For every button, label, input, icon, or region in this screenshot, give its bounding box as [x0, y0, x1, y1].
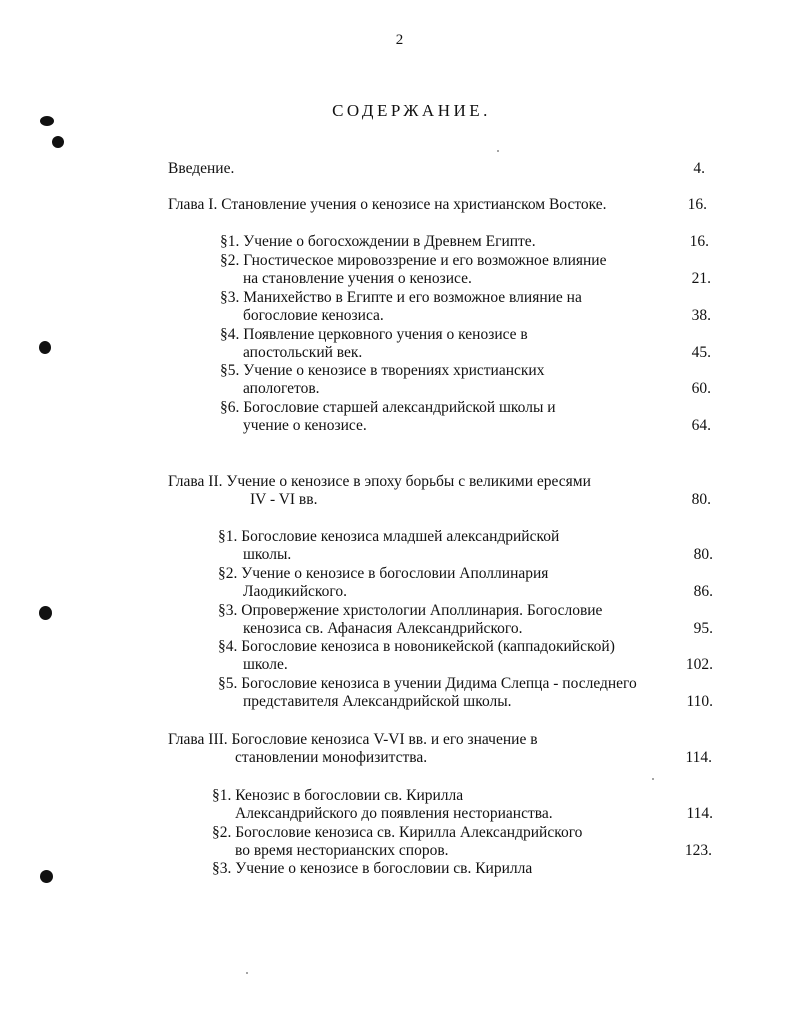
scan-speck — [246, 972, 248, 974]
toc-ch2-s5-cont: представителя Александрийской школы. — [243, 693, 512, 710]
toc-ch2-page: 80. — [691, 491, 711, 508]
page-title: СОДЕРЖАНИЕ. — [332, 101, 491, 120]
scan-speck — [497, 150, 499, 152]
toc-ch1-s2-cont: на становление учения о кенозисе. — [243, 270, 472, 287]
toc-ch1-title: Глава I. Становление учения о кенозисе на христианском Востоке. — [168, 196, 607, 213]
binder-hole-mark — [39, 606, 52, 620]
toc-ch2-s4-page: 102. — [685, 656, 713, 673]
toc-ch1-s1-page: 16. — [689, 233, 709, 250]
toc-ch1-s5-cont: апологетов. — [243, 380, 320, 397]
toc-ch1-s1: §1. Учение о богосхождении в Древнем Египте. — [220, 233, 536, 250]
toc-ch2-title-cont: IV - VI вв. — [250, 491, 318, 508]
toc-ch3-s2: §2. Богословие кенозиса св. Кирилла Александрийского — [212, 824, 583, 841]
toc-ch2-s2: §2. Учение о кенозисе в богословии Аполлинария — [218, 565, 549, 582]
toc-ch1-s5: §5. Учение о кенозисе в творениях христианских — [220, 362, 545, 379]
toc-ch1-s6-page: 64. — [691, 417, 711, 434]
toc-ch1-s4: §4. Появление церковного учения о кенозисе в — [220, 326, 528, 343]
scan-speck — [652, 778, 654, 780]
toc-ch1-s6: §6. Богословие старшей александрийской школы и — [220, 399, 556, 416]
toc-ch1-s3: §3. Манихейство в Египте и его возможное влияние на — [220, 289, 582, 306]
toc-ch1-page: 16. — [687, 196, 707, 213]
toc-ch1-s4-cont: апостольский век. — [243, 344, 363, 361]
toc-ch2-s1: §1. Богословие кенозиса младшей александрийской — [218, 528, 560, 545]
toc-ch2-s3-cont: кенозиса св. Афанасия Александрийского. — [243, 620, 523, 637]
toc-ch2-s3: §3. Опровержение христологии Аполлинария. Богословие — [218, 602, 603, 619]
toc-ch2-s5: §5. Богословие кенозиса в учении Дидима Слепца - последнего — [218, 675, 637, 692]
toc-intro-page: 4. — [693, 160, 705, 177]
toc-ch3-s3: §3. Учение о кенозисе в богословии св. Кирилла — [212, 860, 533, 877]
toc-ch1-s5-page: 60. — [691, 380, 711, 397]
binder-hole-mark — [40, 870, 53, 883]
toc-ch1-s4-page: 45. — [691, 344, 711, 361]
toc-ch3-s1-page: 114. — [686, 805, 713, 822]
toc-ch3-page: 114. — [685, 749, 712, 766]
toc-ch2-s4-cont: школе. — [243, 656, 288, 673]
toc-ch3-title-cont: становлении монофизитства. — [235, 749, 428, 766]
toc-ch1-s2: §2. Гностическое мировоззрение и его возможное влияние — [220, 252, 607, 269]
toc-ch1-s3-cont: богословие кенозиса. — [243, 307, 384, 324]
toc-ch2-s5-page: 110. — [686, 693, 713, 710]
toc-ch2-s1-cont: школы. — [243, 546, 292, 563]
toc-ch2-s4: §4. Богословие кенозиса в новоникейской (каппадокийской) — [218, 638, 615, 655]
toc-ch2-title: Глава II. Учение о кенозисе в эпоху борьбы с великими ересями — [168, 473, 591, 490]
binder-hole-mark — [39, 341, 51, 354]
toc-ch3-title: Глава III. Богословие кенозиса V-VI вв. и его значение в — [168, 731, 538, 748]
toc-ch3-s1: §1. Кенозис в богословии св. Кирилла — [212, 787, 464, 804]
page-number: 2 — [395, 32, 404, 48]
toc-ch3-s2-cont: во время несторианских споров. — [235, 842, 449, 859]
toc-ch2-s2-cont: Лаодикийского. — [243, 583, 347, 600]
toc-ch3-s2-page: 123. — [684, 842, 712, 859]
binder-hole-mark — [40, 116, 54, 126]
toc-ch2-s1-page: 80. — [693, 546, 713, 563]
toc-ch1-s6-cont: учение о кенозисе. — [243, 417, 367, 434]
toc-ch1-s3-page: 38. — [691, 307, 711, 324]
toc-intro-title: Введение. — [168, 160, 235, 177]
binder-hole-mark — [52, 136, 64, 148]
toc-ch3-s1-cont: Александрийского до появления несторианства. — [235, 805, 553, 822]
toc-ch2-s3-page: 95. — [693, 620, 713, 637]
toc-ch1-s2-page: 21. — [691, 270, 711, 287]
toc-ch2-s2-page: 86. — [693, 583, 713, 600]
